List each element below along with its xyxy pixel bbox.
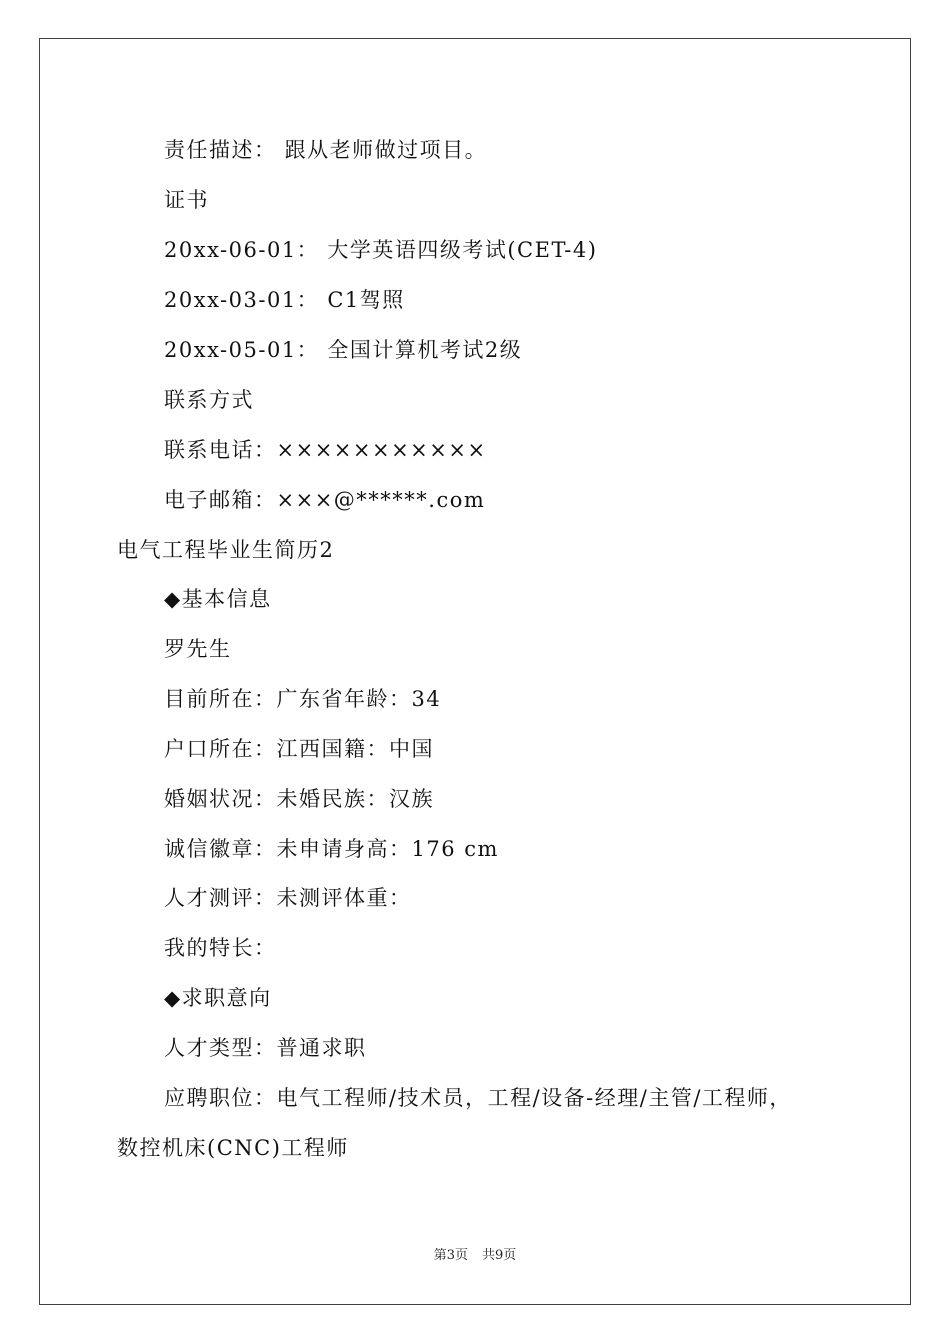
certificate-driving-license: 20xx-03-01： C1驾照 [164, 288, 405, 312]
responsibility-line: 责任描述： 跟从老师做过项目。 [164, 138, 488, 162]
basic-info-heading: ◆基本信息 [164, 587, 272, 611]
page-border [39, 38, 911, 1305]
certificates-heading: 证书 [164, 188, 209, 212]
certificate-computer-exam: 20xx-05-01： 全国计算机考试2级 [164, 338, 523, 362]
marital-ethnicity: 婚姻状况：未婚民族：汉族 [164, 787, 434, 811]
page-current: 第3页 [433, 1248, 468, 1263]
location-age: 目前所在：广东省年龄：34 [164, 687, 442, 711]
page-total: 共9页 [482, 1248, 517, 1263]
assessment-weight: 人才测评：未测评体重： [164, 886, 412, 910]
contact-phone: 联系电话：××××××××××× [164, 438, 487, 462]
page-footer [0, 1247, 950, 1265]
specialties: 我的特长： [164, 936, 277, 960]
certificate-cet4: 20xx-06-01： 大学英语四级考试(CET-4) [164, 238, 598, 262]
resume-title: 电气工程毕业生简历2 [117, 538, 335, 562]
contact-email: 电子邮箱：×××@******.com [164, 488, 486, 512]
applied-position-continued: 数控机床(CNC)工程师 [117, 1136, 349, 1160]
contact-heading: 联系方式 [164, 388, 254, 412]
talent-type: 人才类型：普通求职 [164, 1036, 367, 1060]
candidate-name: 罗先生 [164, 637, 232, 661]
job-intention-heading: ◆求职意向 [164, 986, 272, 1010]
applied-position: 应聘职位：电气工程师/技术员，工程/设备-经理/主管/工程师， [164, 1086, 792, 1110]
badge-height: 诚信徽章：未申请身高：176 cm [164, 837, 499, 861]
hukou-nationality: 户口所在：江西国籍：中国 [164, 737, 434, 761]
